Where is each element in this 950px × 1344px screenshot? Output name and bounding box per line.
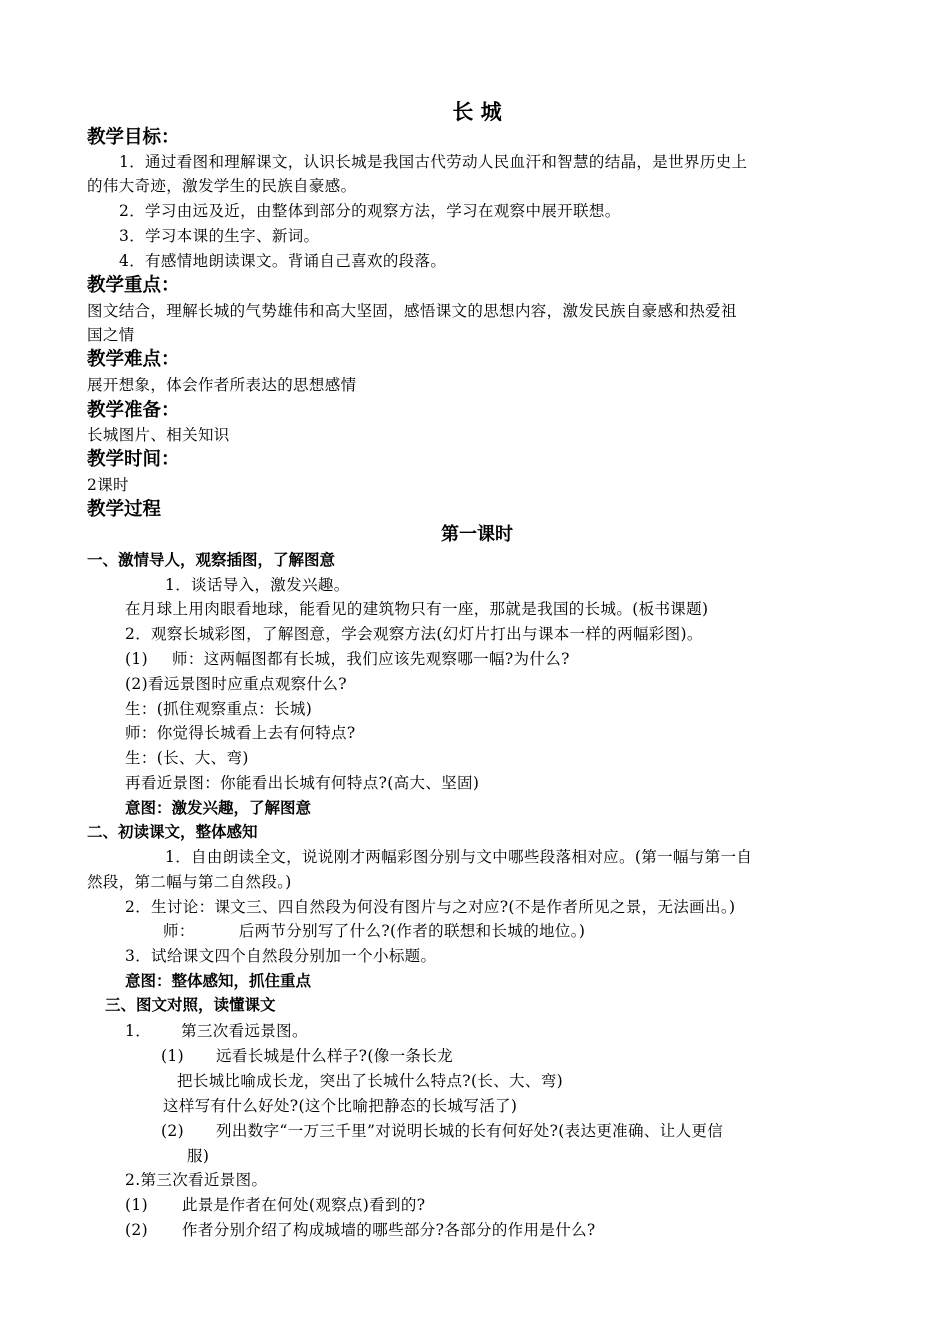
- section-3-line-2: [161, 1044, 453, 1068]
- objective-1-cont: 的伟大奇迹，激发学生的民族自豪感。: [87, 177, 357, 195]
- objectives-heading: 教学目标：: [87, 127, 180, 148]
- lesson-title: 第一课时: [441, 524, 513, 545]
- item-number: 1．: [125, 1022, 152, 1040]
- section-1-line-2: 在月球上用肉眼看地球，能看见的建筑物只有一座，那就是我国的长城。(板书课题): [125, 600, 709, 618]
- objective-4: 4．有感情地朗读课文。背诵自己喜欢的段落。: [119, 252, 447, 270]
- section-1-line-6: 生：(抓住观察重点：长城): [125, 700, 313, 718]
- item-text: 此景是作者在何处(观察点)看到的?: [182, 1196, 426, 1214]
- section-3-line-7: 2.第三次看近景图。: [125, 1171, 268, 1189]
- item-number: (2): [125, 1221, 149, 1239]
- section-1-line-3: 2．观察长城彩图，了解图意，学会观察方法(幻灯片打出与课本一样的两幅彩图)。: [125, 625, 703, 643]
- section-3-line-3: 把长城比喻成长龙，突出了长城什么特点?(长、大、弯): [177, 1072, 564, 1090]
- section-3-heading: 三、图文对照，读懂课文: [105, 996, 276, 1014]
- key-points-line-1: 图文结合，理解长城的气势雄伟和高大坚固，感悟课文的思想内容，激发民族自豪感和热爱祖: [87, 302, 737, 320]
- section-2-line-1: 1．自由朗读全文，说说刚才两幅彩图分别与文中哪些段落相对应。(第一幅与第一自: [165, 848, 753, 866]
- section-1-line-1: 1．谈话导入，激发兴趣。: [165, 576, 350, 594]
- section-1-line-5: (2)看远景图时应重点观察什么?: [125, 675, 347, 693]
- section-3-line-4: 这样写有什么好处?(这个比喻把静态的长城写活了): [163, 1097, 518, 1115]
- objective-3: 3．学习本课的生字、新词。: [119, 227, 320, 245]
- section-3-line-5: [161, 1119, 723, 1143]
- section-3-line-6: 服): [187, 1147, 210, 1165]
- key-points-line-2: 国之情: [87, 326, 135, 344]
- section-3-line-9: [125, 1218, 596, 1242]
- time-text: 2课时: [87, 476, 129, 494]
- item-text: 作者分别介绍了构成城墙的哪些部分?各部分的作用是什么?: [182, 1221, 596, 1239]
- objective-1: 1．通过看图和理解课文，认识长城是我国古代劳动人民血汗和智慧的结晶，是世界历史上: [119, 153, 748, 171]
- process-heading: 教学过程: [87, 499, 162, 520]
- difficulties-text: 展开想象，体会作者所表达的思想感情: [87, 376, 357, 394]
- preparation-heading: 教学准备：: [87, 400, 180, 421]
- section-3-line-8: [125, 1193, 425, 1217]
- question-text: 后两节分别写了什么?(作者的联想和长城的地位。): [238, 922, 586, 940]
- item-number: (2): [161, 1122, 185, 1140]
- section-1-line-8: 生：(长、大、弯): [125, 749, 249, 767]
- time-heading: 教学时间：: [87, 449, 180, 470]
- section-2-line-5: 3．试给课文四个自然段分别加一个小标题。: [125, 947, 437, 965]
- item-number: (1): [125, 650, 149, 668]
- section-2-heading: 二、初读课文，整体感知: [87, 823, 258, 841]
- teacher-label: 师：: [163, 922, 195, 940]
- document-title: 长 城: [452, 100, 502, 124]
- item-number: (1): [161, 1047, 185, 1065]
- key-points-heading: 教学重点：: [87, 275, 180, 296]
- item-text: 列出数字“一万三千里”对说明长城的长有何好处?(表达更准确、让人更信: [216, 1122, 724, 1140]
- section-1-heading: 一、激情导人，观察插图，了解图意: [87, 551, 336, 569]
- section-1-line-4: [125, 647, 570, 671]
- section-2-line-2: 然段，第二幅与第二自然段。): [87, 873, 292, 891]
- section-2-line-4: [163, 919, 585, 943]
- section-1-line-9: 再看近景图：你能看出长城有何特点?(高大、坚固): [125, 774, 480, 792]
- section-1-intent: 意图：激发兴趣，了解图意: [125, 799, 312, 817]
- section-1-line-7: 师：你觉得长城看上去有何特点?: [125, 724, 356, 742]
- section-3-line-1: [125, 1019, 308, 1043]
- item-number: (1): [125, 1196, 149, 1214]
- item-text: 第三次看远景图。: [181, 1022, 308, 1040]
- preparation-text: 长城图片、相关知识: [87, 426, 230, 444]
- section-2-line-3: 2．生讨论：课文三、四自然段为何没有图片与之对应?(不是作者所见之景，无法画出。): [125, 898, 736, 916]
- section-2-intent: 意图：整体感知，抓住重点: [125, 972, 312, 990]
- objective-2: 2．学习由远及近，由整体到部分的观察方法，学习在观察中展开联想。: [119, 202, 621, 220]
- item-text: 师：这两幅图都有长城，我们应该先观察哪一幅?为什么?: [172, 650, 570, 668]
- item-text: 远看长城是什么样子?(像一条长龙: [216, 1047, 453, 1065]
- difficulties-heading: 教学难点：: [87, 349, 180, 370]
